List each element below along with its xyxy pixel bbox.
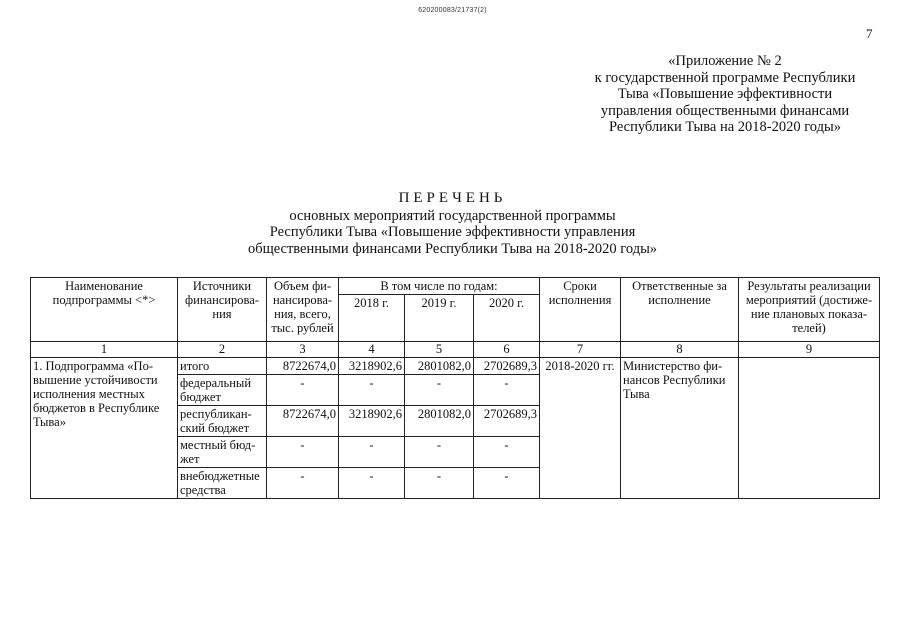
column-numbers-row [31,342,880,358]
title-line: общественными финансами Республики Тыва на 2018-2020 годы» [247,240,658,257]
source-cell: местный бюд-жет [178,437,267,468]
column-number: 4 [339,342,405,358]
column-number: 3 [267,342,339,358]
column-number: 8 [621,342,739,358]
header-sources: Источники финансирова-ния [178,278,267,342]
y2019-cell: - [405,375,474,406]
y2020-cell: - [474,437,540,468]
title-line: основных мероприятий государственной программы [289,207,616,224]
title-line: Республики Тыва «Повышение эффективности управления [269,224,636,240]
column-number: 2 [178,342,267,358]
total-cell: - [267,437,339,468]
column-number: 6 [474,342,540,358]
total-cell: - [267,468,339,499]
program-name: 1. Подпрограмма «По-вышение устойчивости исполнения местных бюджетов в Республике Тыва» [31,358,178,499]
y2019-cell: - [405,437,474,468]
header-name: Наименование подпрограммы <*> [31,278,178,342]
source-cell: республикан-ский бюджет [178,406,267,437]
total-cell: - [267,375,339,406]
header-by-years: В том числе по годам: [339,278,540,295]
y2018-cell: 3218902,6 [339,358,405,375]
y2019-cell: 2801082,0 [405,406,474,437]
y2018-cell: 3218902,6 [339,406,405,437]
header-results: Результаты реализации мероприятий (достиже-ние плановых показа-телей) [739,278,880,342]
appendix-line: управления общественными финансами [600,102,850,119]
y2020-cell: - [474,468,540,499]
column-number: 1 [31,342,178,358]
source-cell: внебюджетные средства [178,468,267,499]
title-heading: ПЕРЕЧЕНЬ [398,190,507,206]
total-cell: 8722674,0 [267,358,339,375]
responsible-cell: Министерство фи-нансов Республики Тыва [621,358,739,499]
appendix-line: к государственной программе Республики [594,69,856,86]
column-number: 9 [739,342,880,358]
header-2018: 2018 г. [339,295,405,342]
y2019-cell: 2801082,0 [405,358,474,375]
appendix-line: Тыва «Повышение эффективности [617,86,833,102]
header-2020: 2020 г. [474,295,540,342]
results-cell [739,358,880,499]
document-title [0,190,905,257]
total-cell: 8722674,0 [267,406,339,437]
table-row [31,358,880,375]
appendix-note [560,53,890,136]
appendix-line: «Приложение № 2 [668,53,782,69]
document-code: 620200083/21737(2) [418,7,487,14]
deadline-cell: 2018-2020 гг. [540,358,621,499]
y2020-cell: 2702689,3 [474,406,540,437]
activities-table [30,277,880,499]
y2018-cell: - [339,437,405,468]
header-volume: Объем фи-нансирова-ния, всего, тыс. рублей [267,278,339,342]
header-responsible: Ответственные за исполнение [621,278,739,342]
source-cell: итого [178,358,267,375]
column-number: 7 [540,342,621,358]
appendix-line: Республики Тыва на 2018-2020 годы» [608,119,842,135]
source-cell: федеральный бюджет [178,375,267,406]
column-number: 5 [405,342,474,358]
y2020-cell: 2702689,3 [474,358,540,375]
header-deadline: Сроки исполнения [540,278,621,342]
table-header-row [31,278,880,295]
y2018-cell: - [339,468,405,499]
y2019-cell: - [405,468,474,499]
header-2019: 2019 г. [405,295,474,342]
y2018-cell: - [339,375,405,406]
y2020-cell: - [474,375,540,406]
page-number: 7 [866,26,873,41]
